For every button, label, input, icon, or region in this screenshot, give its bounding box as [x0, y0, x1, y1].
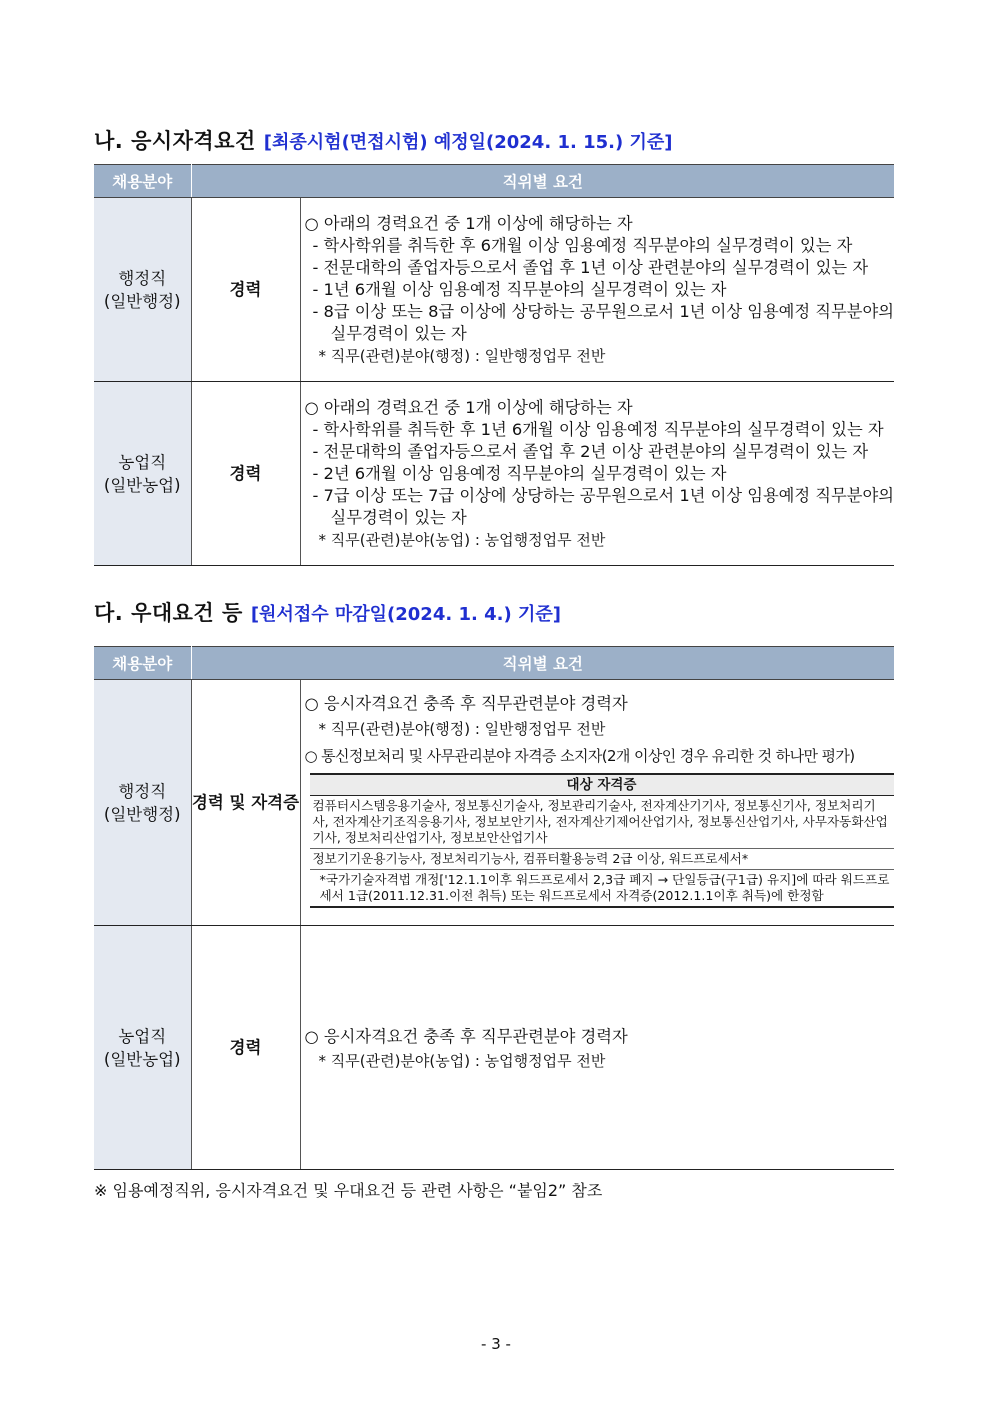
- category-cell: [94, 382, 191, 566]
- requirements-cell: [300, 382, 894, 566]
- requirement-line: - 1년 6개월 이상 임용예정 직무분야의 실무경력이 있는 자: [312, 279, 727, 299]
- requirement-line: ○ 아래의 경력요건 중 1개 이상에 해당하는 자: [304, 213, 633, 233]
- page-number: - 3 -: [481, 1335, 511, 1353]
- table-row: [94, 198, 894, 382]
- requirement-line: ○ 응시자격요건 충족 후 직무관련분야 경력자: [304, 693, 628, 713]
- requirement-line: ○ 통신정보처리 및 사무관리분야 자격증 소지자(2개 이상인 경우 유리한 것 하나만 평가): [304, 746, 855, 765]
- requirement-line: ○ 아래의 경력요건 중 1개 이상에 해당하는 자: [304, 397, 633, 417]
- category-cell: [94, 198, 191, 382]
- requirement-line: - 8급 이상 또는 8급 이상에 상당하는 공무원으로서 1년 이상 임용예정 직무분야의: [312, 301, 894, 321]
- requirements-cell: [300, 926, 894, 1170]
- kind-cell: [191, 680, 300, 926]
- certificate-list: 컴퓨터시스템응용기술사, 정보통신기술사, 정보관리기술사, 전자계산기기사, 정보통신기사, 정보처리기사, 전자계산기조직응용기사, 정보보안기사, 전자계산기제어산업기사, 정보통신산업기사, 사무자동화산업기사, 정보처리산업기사, 정보보안산업기사: [310, 795, 894, 848]
- header-field: 채용분야: [94, 647, 191, 680]
- category-sub: (일반농업): [103, 1049, 181, 1069]
- requirement-line: - 학사학위를 취득한 후 1년 6개월 이상 임용예정 직무분야의 실무경력이 있는 자: [312, 419, 884, 439]
- category-name: 행정직: [118, 268, 167, 288]
- category-name: 농업직: [118, 1026, 167, 1046]
- category-name: 행정직: [118, 781, 167, 801]
- requirement-line: - 7급 이상 또는 7급 이상에 상당하는 공무원으로서 1년 이상 임용예정 직무분야의: [312, 485, 894, 505]
- requirement-note: * 직무(관련)분야(농업) : 농업행정업무 전반: [318, 1051, 606, 1070]
- requirement-line: 실무경력이 있는 자: [330, 323, 467, 343]
- requirement-note: * 직무(관련)분야(행정) : 일반행정업무 전반: [318, 346, 606, 365]
- qualification-table: [94, 164, 894, 566]
- kind-cell: 경력: [191, 926, 300, 1170]
- category-sub: (일반행정): [103, 291, 181, 311]
- section-reference-date: [최종시험(면접시험) 예정일(2024. 1. 15.) 기준]: [263, 132, 673, 153]
- requirement-line: - 전문대학의 졸업자등으로서 졸업 후 2년 이상 관련분야의 실무경력이 있는 자: [312, 441, 869, 461]
- requirement-line: 실무경력이 있는 자: [330, 507, 467, 527]
- category-name: 농업직: [118, 452, 167, 472]
- requirement-note: * 직무(관련)분야(농업) : 농업행정업무 전반: [318, 530, 606, 549]
- preference-table: [94, 646, 894, 1170]
- footnote: ※ 임용예정직위, 응시자격요건 및 우대요건 등 관련 사항은 “붙임2” 참조: [94, 1181, 603, 1200]
- requirement-note: * 직무(관련)분야(행정) : 일반행정업무 전반: [318, 719, 606, 738]
- category-sub: (일반행정): [103, 804, 181, 824]
- requirement-line: ○ 응시자격요건 충족 후 직무관련분야 경력자: [304, 1026, 628, 1046]
- requirements-cell: [300, 198, 894, 382]
- header-requirements: 직위별 요건: [191, 165, 894, 198]
- requirement-line: - 2년 6개월 이상 임용예정 직무분야의 실무경력이 있는 자: [312, 463, 727, 483]
- category-sub: (일반농업): [103, 475, 181, 495]
- section-title-text: 나. 응시자격요건: [94, 129, 256, 153]
- certificate-header: 대상 자격증: [310, 774, 894, 796]
- requirements-cell: [300, 680, 894, 926]
- table-header-row: [94, 165, 894, 198]
- table-row: [94, 680, 894, 926]
- requirement-line: - 학사학위를 취득한 후 6개월 이상 임용예정 직무분야의 실무경력이 있는 자: [312, 235, 853, 255]
- category-cell: [94, 680, 191, 926]
- kind-line: 경력 및: [191, 793, 246, 812]
- certificate-list: 정보기기운용기능사, 정보처리기능사, 컴퓨터활용능력 2급 이상, 워드프로세서*: [310, 848, 894, 869]
- kind-cell: 경력: [191, 382, 300, 566]
- kind-line: 자격증: [251, 793, 300, 812]
- section-reference-date: [원서접수 마감일(2024. 1. 4.) 기준]: [250, 604, 561, 625]
- requirement-line: - 전문대학의 졸업자등으로서 졸업 후 1년 이상 관련분야의 실무경력이 있는 자: [312, 257, 869, 277]
- header-requirements: 직위별 요건: [191, 647, 894, 680]
- table-row: [94, 926, 894, 1170]
- category-cell: [94, 926, 191, 1170]
- section-title-text: 다. 우대요건 등: [94, 601, 243, 625]
- kind-cell: 경력: [191, 198, 300, 382]
- section-title-da: [94, 597, 561, 627]
- section-title-na: [94, 125, 672, 155]
- table-header-row: [94, 647, 894, 680]
- table-row: [94, 382, 894, 566]
- certificate-note: *국가기술자격법 개정['12.1.1이후 워드프로세서 2,3급 폐지 → 단일등급(구1급) 유지]에 따라 워드프로세서 1급(2011.12.31.이전 취득) 또는 워드프로세서 자격증(2012.1.1이후 취득)에 한정함: [310, 869, 894, 907]
- certificate-table: [310, 773, 894, 908]
- header-field: 채용분야: [94, 165, 191, 198]
